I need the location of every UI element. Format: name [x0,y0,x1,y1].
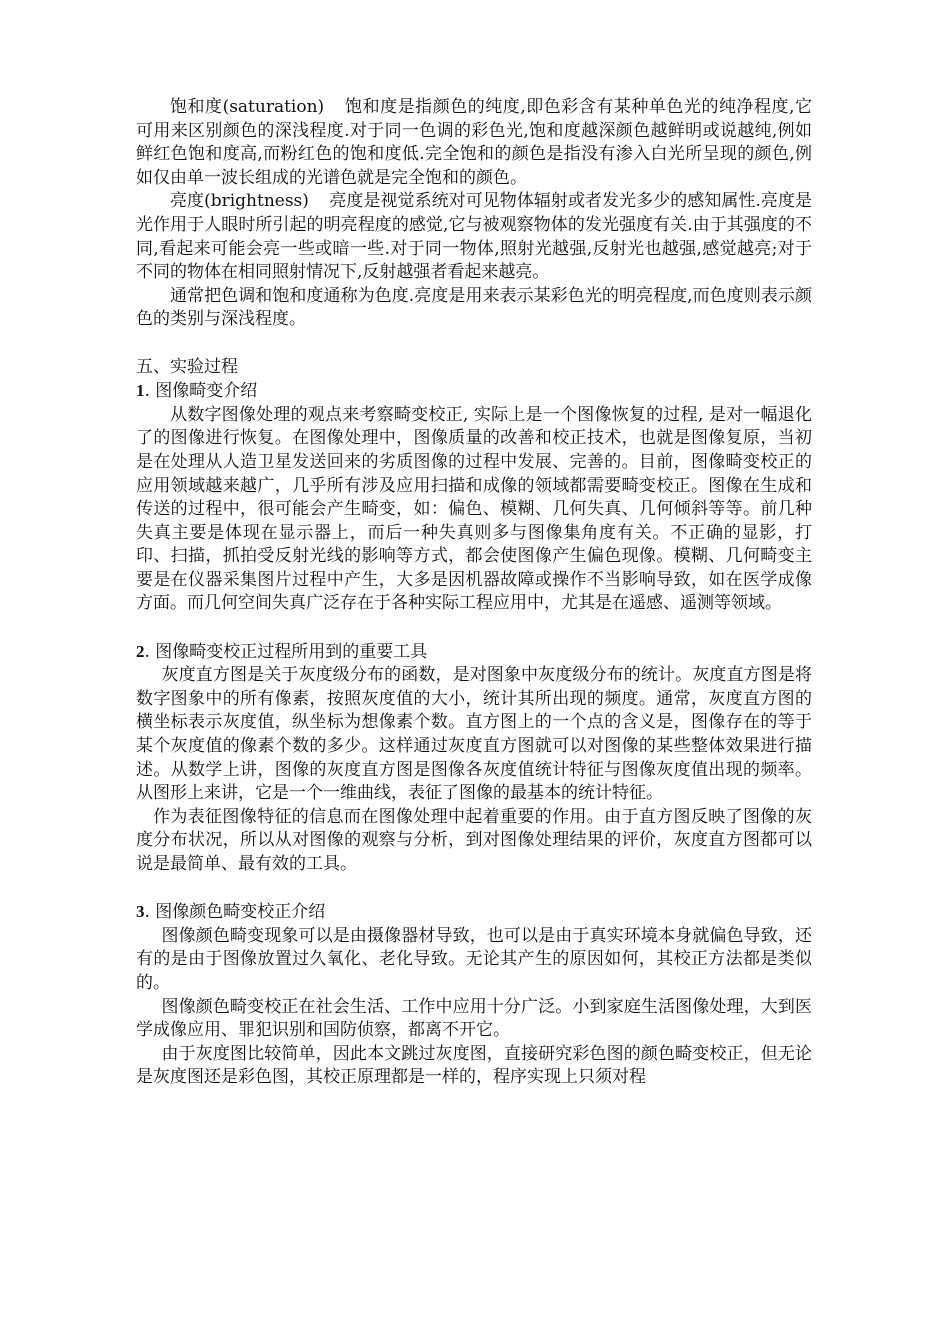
subsection-2-paragraph-2: 作为表征图像特征的信息而在图像处理中起着重要的作用。由于直方图反映了图像的灰度分布状况，所以从对图像的观察与分析，到对图像处理结果的评价，灰度直方图都可以说是最简单、最有效的工具。 [136,806,812,874]
saturation-text: 饱和度是指颜色的纯度,即色彩含有某种单色光的纯净程度,它可用来区别颜色的深浅程度.对于同一色调的彩色光,饱和度越深颜色越鲜明或说越纯,例如鲜红色饱和度高,而粉红色的饱和度低.完全饱和的颜色是指没有渗入白光所呈现的颜色,例如仅由单一波长组成的光谱色就是完全饱和的颜色。 [136,97,812,188]
subsection-2-title: . 图像畸变校正过程所用到的重要工具 [144,641,428,662]
saturation-paragraph [136,96,812,190]
section-5-title: 五、实验过程 [136,356,238,377]
blank-line [136,332,812,356]
subsection-3-heading [136,900,812,925]
subsection-3-paragraph-1: 图像颜色畸变现象可以是由摄像器材导致，也可以是由于真实环境本身就偏色导致，还有的是由于图像放置过久氧化、老化导致。无论其产生的原因如何，其校正方法都是类似的。 [136,925,812,993]
chroma-paragraph: 通常把色调和饱和度通称为色度.亮度是用来表示某彩色光的明亮程度,而色度则表示颜色的类别与深浅程度。 [136,285,812,330]
subsection-3-title: . 图像颜色畸变校正介绍 [144,902,326,923]
subsection-2-heading [136,640,812,665]
saturation-term: 饱和度(saturation) [170,97,325,117]
document-page [136,96,812,1090]
blank-line [136,616,812,640]
blank-line [136,877,812,901]
subsection-3-number: 3 [136,902,145,922]
brightness-term: 亮度(brightness) [170,191,309,212]
subsection-1-paragraph: 从数字图像处理的观点来考察畸变校正, 实际上是一个图像恢复的过程, 是对一幅退化了的图像进行恢复。在图像处理中，图像质量的改善和校正技术，也就是图像复原，当初是在处理从人造卫星发送回来的劣质图像的过程中发展、完善的。目前，图像畸变校正的应用领域越来越广，几乎所有涉及应用扫描和成像的领域都需要畸变校正。图像在生成和传送的过程中，很可能会产生畸变，如：偏色、模糊、几何失真、几何倾斜等等。前几种失真主要是体现在显示器上，而后一种失真则多与图像集角度有关。不正确的显影，打印、扫描，抓拍受反射光线的影响等方式，都会使图像产生偏色现像。模糊、几何畸变主要是在仪器采集图片过程中产生，大多是因机器故障或操作不当影响导致，如在医学成像方面。而几何空间失真广泛存在于各种实际工程应用中，尤其是在遥感、遥测等领域。 [136,404,812,614]
subsection-2-number: 2 [136,641,145,661]
subsection-1-heading [136,379,812,404]
subsection-3-paragraph-3: 由于灰度图比较简单，因此本文跳过灰度图，直接研究彩色图的颜色畸变校正，但无论是灰度图还是彩色图，其校正原理都是一样的，程序实现上只须对程 [136,1043,812,1088]
brightness-text: 亮度是视觉系统对可见物体辐射或者发光多少的感知属性.亮度是光作用于人眼时所引起的明亮程度的感觉,它与被观察物体的发光强度有关.由于其强度的不同,看起来可能会亮一些或暗一些.对于同一物体,照射光越强,反射光也越强,感觉越亮;对于不同的物体在相同照射情况下,反射越强者看起来越亮。 [136,191,812,283]
brightness-paragraph [136,190,812,284]
subsection-2-paragraph-1: 灰度直方图是关于灰度级分布的函数，是对图象中灰度级分布的统计。灰度直方图是将数字图象中的所有像素，按照灰度值的大小，统计其所出现的频度。通常，灰度直方图的横坐标表示灰度值，纵坐标为想像素个数。直方图上的一个点的含义是，图像存在的等于某个灰度值的像素个数的多少。这样通过灰度直方图就可以对图像的某些整体效果进行描述。从数学上讲，图像的灰度直方图是图像各灰度值统计特征与图像灰度值出现的频率。从图形上来讲，它是一个一维曲线，表征了图像的最基本的统计特征。 [136,665,812,804]
subsection-3-paragraph-2: 图像颜色畸变校正在社会生活、工作中应用十分广泛。小到家庭生活图像处理，大到医学成像应用、罪犯识别和国防侦察，都离不开它。 [136,996,812,1041]
subsection-1-title: . 图像畸变介绍 [144,381,258,402]
subsection-1-number: 1 [136,381,145,401]
